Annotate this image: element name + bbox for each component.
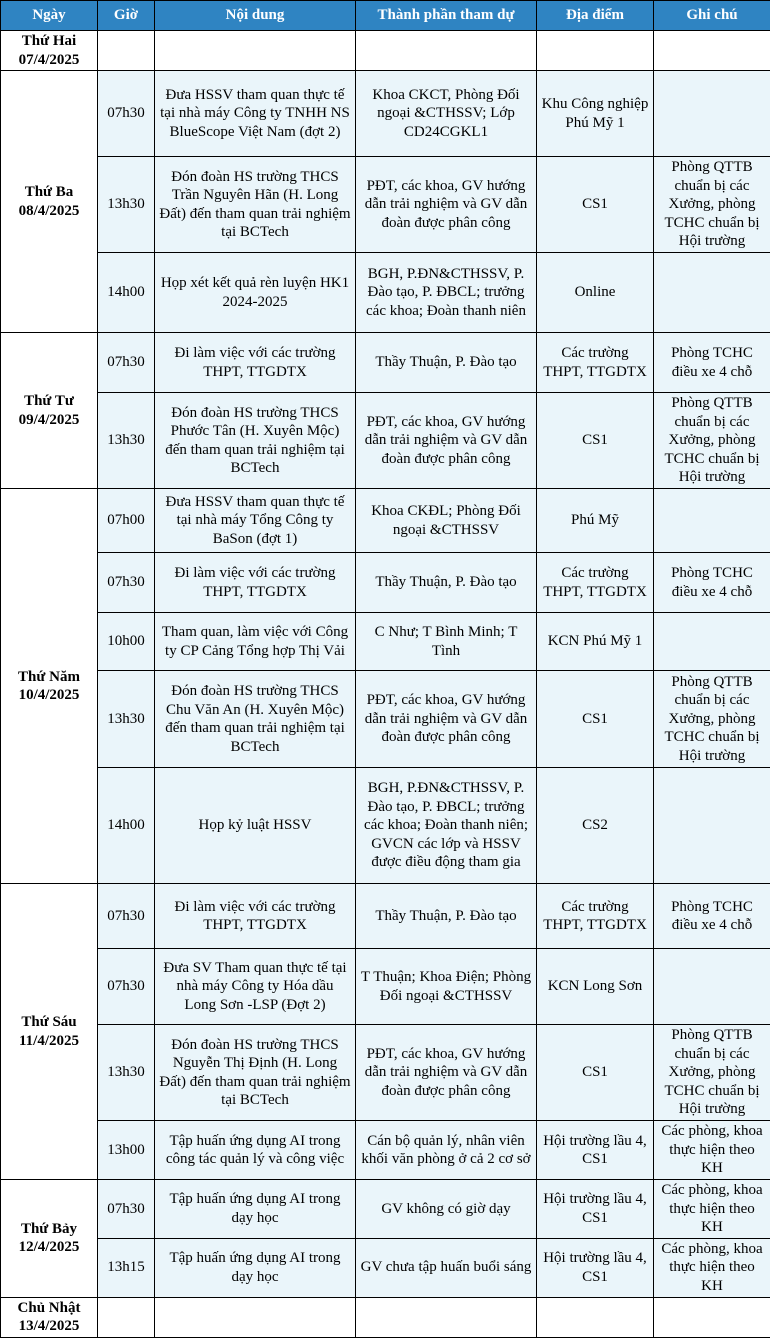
participants-cell: Khoa CKĐL; Phòng Đối ngoại &CTHSSV [356,489,537,553]
content-cell: Họp xét kết quả rèn luyện HK1 2024-2025 [155,253,356,333]
time-cell: 13h30 [98,393,155,489]
table-row [1,333,770,393]
note-cell [654,613,770,671]
participants-cell: GV chưa tập huấn buổi sáng [356,1238,537,1297]
participants-cell: C Như; T Bình Minh; T Tình [356,613,537,671]
location-cell: Các trường THPT, TTGDTX [537,333,654,393]
location-cell: Các trường THPT, TTGDTX [537,884,654,949]
content-cell: Tập huấn ứng dụng AI trong dạy học [155,1180,356,1239]
location-cell: Hội trường lầu 4, CS1 [537,1238,654,1297]
table-row [1,949,770,1025]
participants-cell: BGH, P.ĐN&CTHSSV, P. Đào tạo, P. ĐBCL; trưởng các khoa; Đoàn thanh niên; GVCN các lớp và HSSV được điều động tham gia [356,768,537,884]
day-cell [1,489,98,884]
table-row [1,1238,770,1297]
time-cell: 14h00 [98,768,155,884]
location-cell: Online [537,253,654,333]
table-row [1,71,770,157]
time-cell: 13h30 [98,671,155,768]
content-cell: Đón đoàn HS trường THCS Nguyễn Thị Định (H. Long Đất) đến tham quan trải nghiệm tại BCTech [155,1025,356,1121]
table-row [1,253,770,333]
content-cell [155,31,356,71]
content-cell: Đưa HSSV tham quan thực tế tại nhà máy Tổng Công ty BaSon (đợt 1) [155,489,356,553]
location-cell: Các trường THPT, TTGDTX [537,553,654,613]
participants-cell: T Thuận; Khoa Điện; Phòng Đối ngoại &CTHSSV [356,949,537,1025]
day-date: 13/4/2025 [19,1318,80,1334]
participants-cell: PĐT, các khoa, GV hướng dẫn trải nghiệm và GV dẫn đoàn được phân công [356,157,537,253]
participants-cell [356,1297,537,1337]
participants-cell: PĐT, các khoa, GV hướng dẫn trải nghiệm và GV dẫn đoàn được phân công [356,671,537,768]
participants-cell: PĐT, các khoa, GV hướng dẫn trải nghiệm và GV dẫn đoàn được phân công [356,393,537,489]
location-cell: CS1 [537,157,654,253]
day-date: 08/4/2025 [19,203,80,219]
time-cell [98,31,155,71]
note-cell [654,1297,770,1337]
participants-cell: Thầy Thuận, P. Đào tạo [356,333,537,393]
note-cell [654,949,770,1025]
day-weekday: Thứ Ba [25,184,74,200]
content-cell: Đón đoàn HS trường THCS Phước Tân (H. Xuyên Mộc) đến tham quan trải nghiệm tại BCTech [155,393,356,489]
location-cell: Phú Mỹ [537,489,654,553]
time-cell: 10h00 [98,613,155,671]
participants-cell: Thầy Thuận, P. Đào tạo [356,553,537,613]
table-row [1,1121,770,1180]
participants-cell: PĐT, các khoa, GV hướng dẫn trải nghiệm và GV dẫn đoàn được phân công [356,1025,537,1121]
day-cell [1,1180,98,1298]
day-row-monday [1,31,770,71]
time-cell: 13h30 [98,1025,155,1121]
content-cell: Đi làm việc với các trường THPT, TTGDTX [155,884,356,949]
note-cell: Các phòng, khoa thực hiện theo KH [654,1121,770,1180]
location-cell: CS1 [537,393,654,489]
note-cell: Phòng QTTB chuẩn bị các Xưởng, phòng TCHC chuẩn bị Hội trường [654,393,770,489]
time-cell: 07h30 [98,1180,155,1239]
day-row-sunday [1,1297,770,1337]
location-cell [537,1297,654,1337]
table-row [1,489,770,553]
location-cell: KCN Phú Mỹ 1 [537,613,654,671]
table-row [1,1025,770,1121]
location-cell: CS1 [537,671,654,768]
time-cell: 07h30 [98,71,155,157]
time-cell: 07h30 [98,884,155,949]
note-cell [654,31,770,71]
header-day: Ngày [1,1,98,31]
content-cell: Đi làm việc với các trường THPT, TTGDTX [155,553,356,613]
day-cell [1,884,98,1180]
participants-cell [356,31,537,71]
note-cell: Các phòng, khoa thực hiện theo KH [654,1180,770,1239]
time-cell: 13h30 [98,157,155,253]
header-time: Giờ [98,1,155,31]
note-cell: Phòng TCHC điều xe 4 chỗ [654,553,770,613]
participants-cell: Cán bộ quản lý, nhân viên khối văn phòng ở cả 2 cơ sở [356,1121,537,1180]
location-cell: CS1 [537,1025,654,1121]
day-date: 11/4/2025 [19,1033,79,1049]
content-cell: Đưa SV Tham quan thực tế tại nhà máy Công ty Hóa dầu Long Sơn -LSP (Đợt 2) [155,949,356,1025]
day-weekday: Chủ Nhật [18,1300,81,1316]
table-row [1,613,770,671]
table-row [1,1180,770,1239]
content-cell: Đi làm việc với các trường THPT, TTGDTX [155,333,356,393]
time-cell: 13h00 [98,1121,155,1180]
participants-cell: BGH, P.ĐN&CTHSSV, P. Đào tạo, P. ĐBCL; trưởng các khoa; Đoàn thanh niên [356,253,537,333]
note-cell: Phòng QTTB chuẩn bị các Xưởng, phòng TCHC chuẩn bị Hội trường [654,1025,770,1121]
time-cell: 13h15 [98,1238,155,1297]
table-row [1,157,770,253]
time-cell: 07h30 [98,333,155,393]
day-date: 09/4/2025 [19,412,80,428]
participants-cell: Khoa CKCT, Phòng Đối ngoại &CTHSSV; Lớp CD24CGKL1 [356,71,537,157]
header-content: Nội dung [155,1,356,31]
participants-cell: Thầy Thuận, P. Đào tạo [356,884,537,949]
note-cell [654,71,770,157]
header-location: Địa điểm [537,1,654,31]
content-cell [155,1297,356,1337]
location-cell: Hội trường lầu 4, CS1 [537,1121,654,1180]
day-date: 07/4/2025 [19,52,80,68]
time-cell: 07h30 [98,553,155,613]
day-cell [1,31,98,71]
day-weekday: Thứ Sáu [21,1014,76,1030]
table-row [1,884,770,949]
note-cell: Phòng QTTB chuẩn bị các Xưởng, phòng TCHC chuẩn bị Hội trường [654,671,770,768]
content-cell: Đón đoàn HS trường THCS Chu Văn An (H. Xuyên Mộc) đến tham quan trải nghiệm tại BCTech [155,671,356,768]
table-row [1,768,770,884]
location-cell: Khu Công nghiệp Phú Mỹ 1 [537,71,654,157]
content-cell: Họp kỷ luật HSSV [155,768,356,884]
header-note: Ghi chú [654,1,770,31]
day-cell [1,1297,98,1337]
day-cell [1,333,98,489]
note-cell [654,489,770,553]
header-participants: Thành phần tham dự [356,1,537,31]
location-cell: KCN Long Sơn [537,949,654,1025]
time-cell [98,1297,155,1337]
location-cell: CS2 [537,768,654,884]
content-cell: Đưa HSSV tham quan thực tế tại nhà máy Công ty TNHH NS BlueScope Việt Nam (đợt 2) [155,71,356,157]
day-weekday: Thứ Năm [18,669,80,685]
time-cell: 07h30 [98,949,155,1025]
table-row [1,553,770,613]
day-weekday: Thứ Hai [22,33,76,49]
participants-cell: GV không có giờ dạy [356,1180,537,1239]
day-date: 10/4/2025 [19,687,80,703]
day-weekday: Thứ Bảy [21,1221,77,1237]
time-cell: 14h00 [98,253,155,333]
note-cell [654,253,770,333]
day-date: 12/4/2025 [19,1239,80,1255]
day-weekday: Thứ Tư [24,393,74,409]
table-row [1,393,770,489]
note-cell: Phòng TCHC điều xe 4 chỗ [654,884,770,949]
note-cell [654,768,770,884]
header-row [1,1,770,31]
time-cell: 07h00 [98,489,155,553]
day-cell [1,71,98,333]
note-cell: Phòng QTTB chuẩn bị các Xưởng, phòng TCHC chuẩn bị Hội trường [654,157,770,253]
table-row [1,671,770,768]
location-cell: Hội trường lầu 4, CS1 [537,1180,654,1239]
content-cell: Đón đoàn HS trường THCS Trần Nguyên Hãn (H. Long Đất) đến tham quan trải nghiệm tại BCTech [155,157,356,253]
location-cell [537,31,654,71]
note-cell: Phòng TCHC điều xe 4 chỗ [654,333,770,393]
content-cell: Tập huấn ứng dụng AI trong dạy học [155,1238,356,1297]
content-cell: Tập huấn ứng dụng AI trong công tác quản lý và công việc [155,1121,356,1180]
content-cell: Tham quan, làm việc với Công ty CP Cảng Tổng hợp Thị Vải [155,613,356,671]
note-cell: Các phòng, khoa thực hiện theo KH [654,1238,770,1297]
